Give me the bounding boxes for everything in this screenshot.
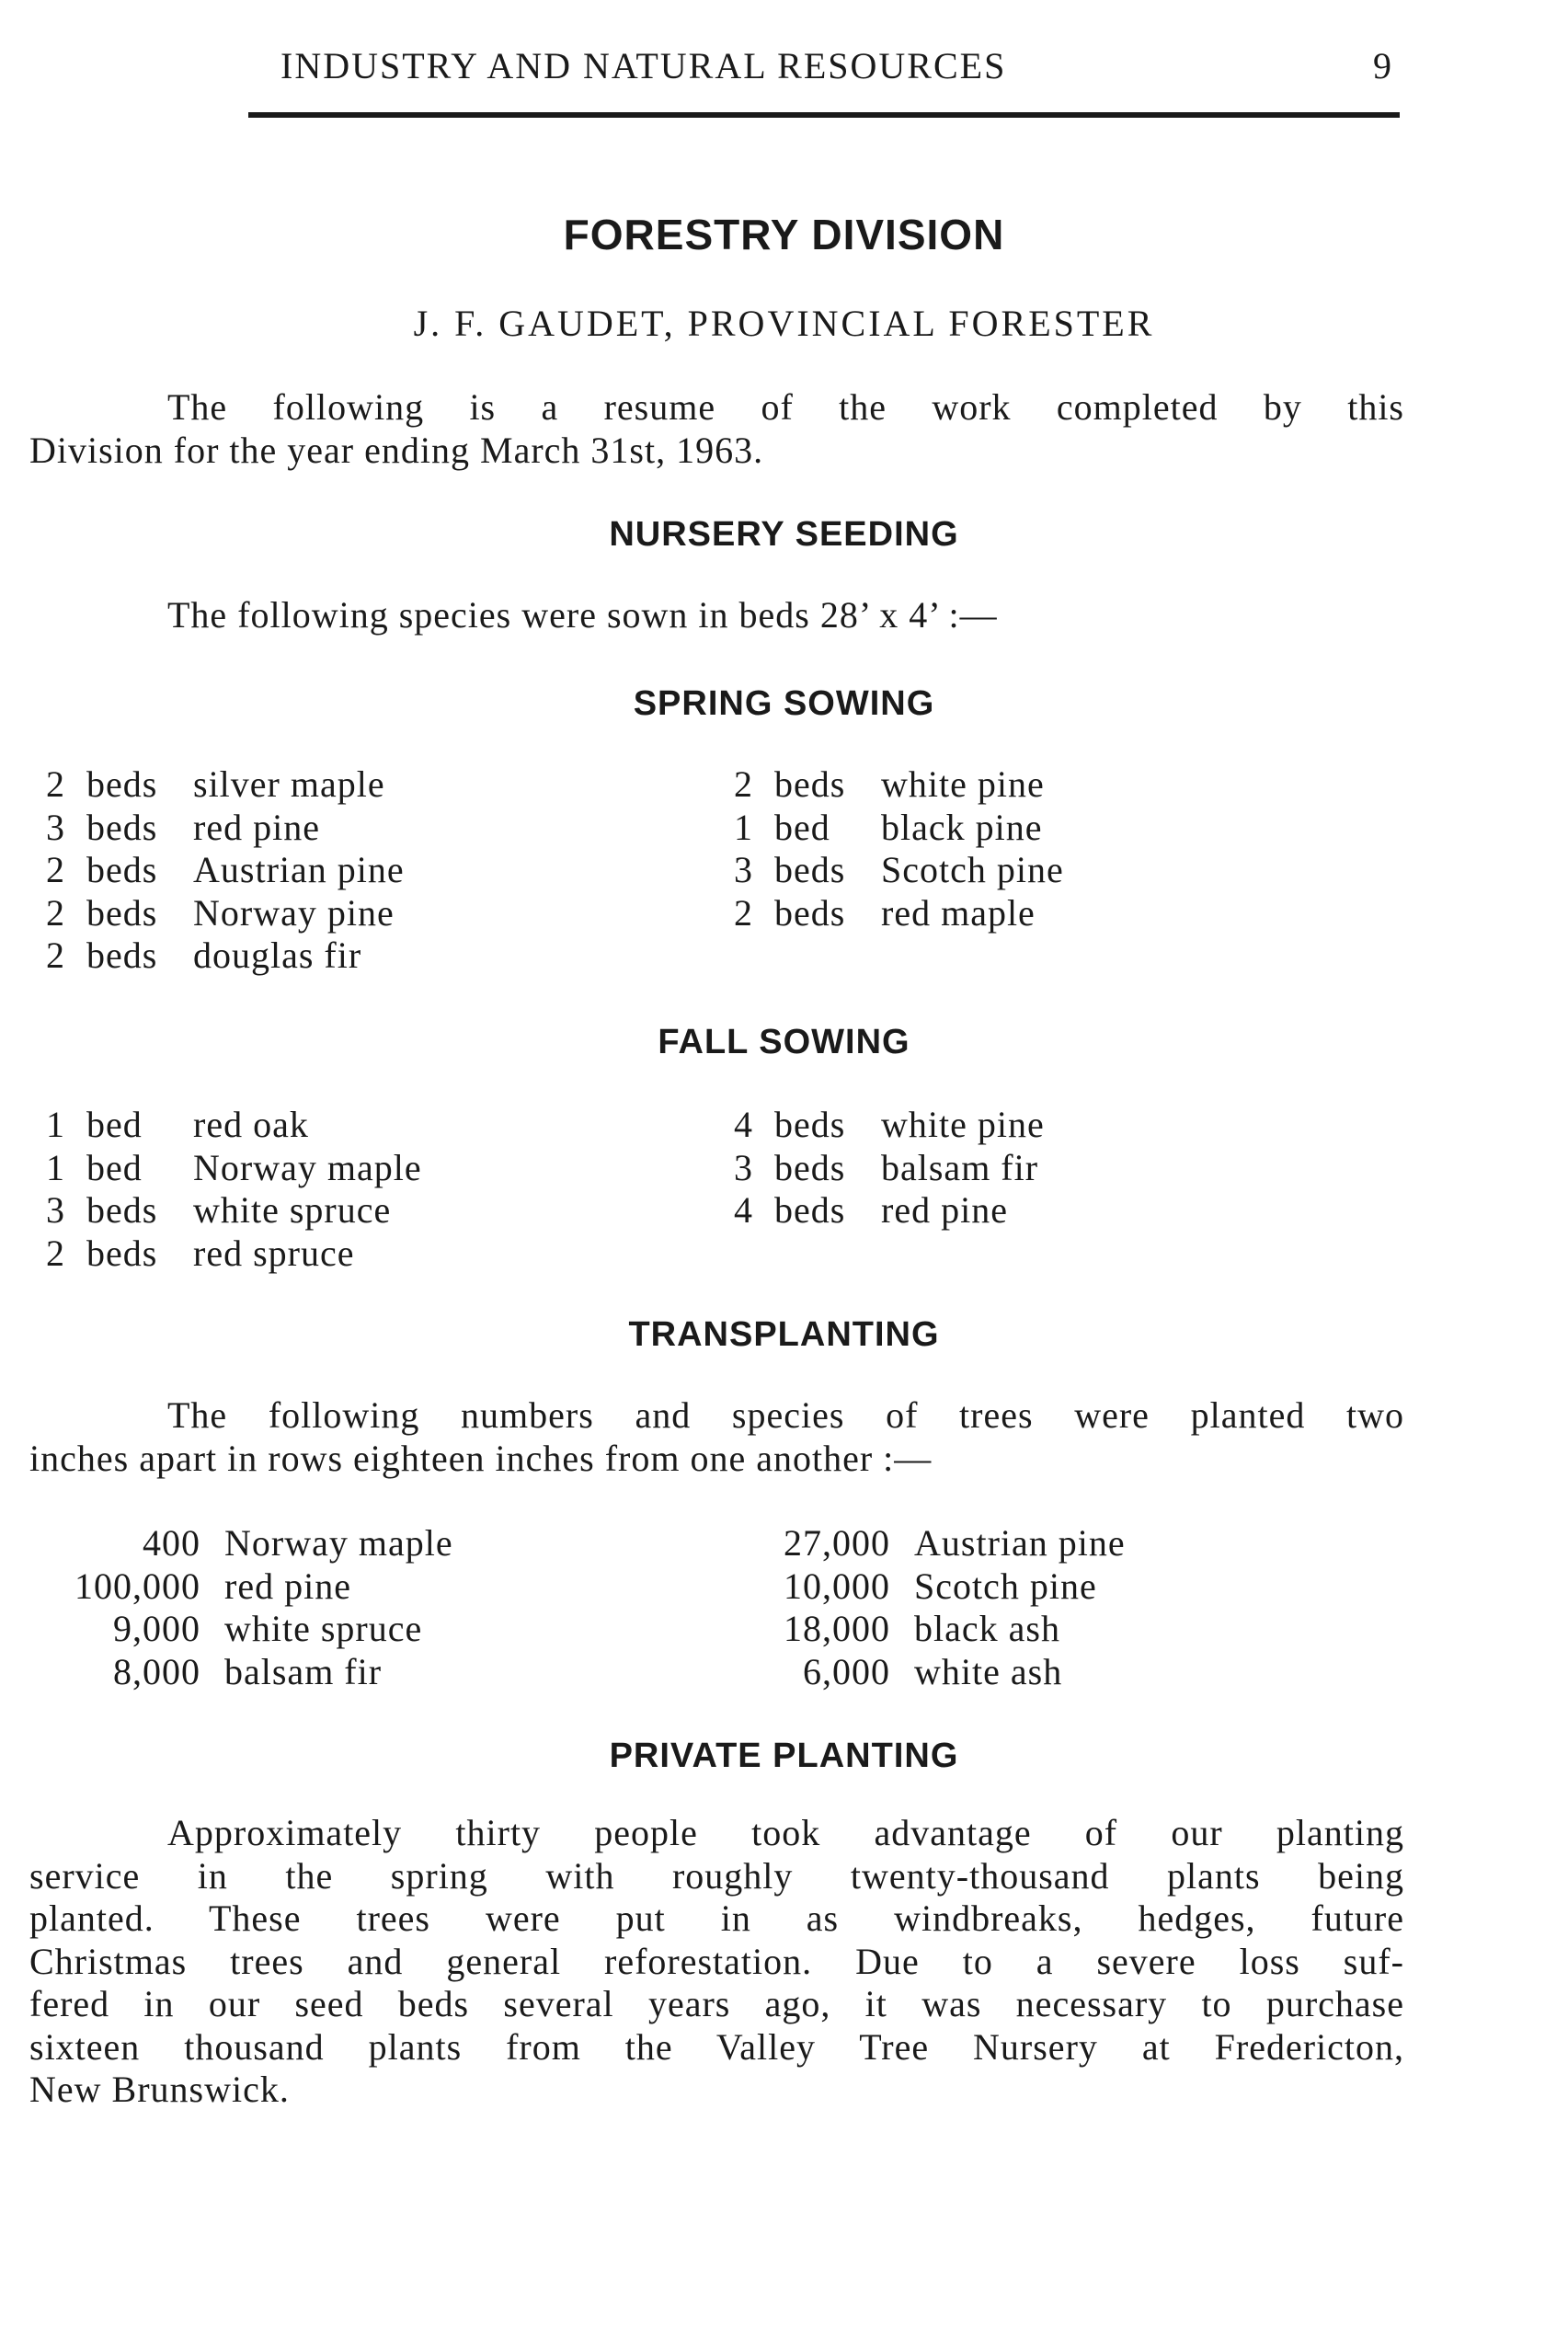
page-number: 9: [1373, 45, 1393, 86]
list-item: 1 bed black pine: [734, 806, 1043, 848]
list-item: 2 beds red spruce: [46, 1232, 355, 1274]
list-item: 3 beds balsam fir: [734, 1146, 1039, 1188]
division-intro: [29, 386, 1404, 472]
paragraph-line: Approximately thirty people took advantage of our planting: [167, 1812, 1404, 1853]
fall-sowing-left-list: [46, 1104, 422, 1275]
paragraph-line: planted. These trees were put in as windbreaks, hedges, future: [29, 1897, 1404, 1939]
division-title: FORESTRY DIVISION: [563, 211, 1005, 258]
nursery-seeding-heading: NURSERY SEEDING: [609, 515, 959, 554]
paragraph-line: Christmas trees and general reforestation. Due to a severe loss suf-: [29, 1940, 1404, 1982]
list-item: 1 bed red oak: [46, 1104, 309, 1145]
spring-sowing-heading: SPRING SOWING: [633, 684, 935, 723]
spring-sowing-right-list: [734, 763, 1064, 934]
list-item: 9,000 white spruce: [113, 1608, 423, 1649]
list-item: 6,000 white ash: [803, 1650, 1063, 1692]
list-item: 2 beds Austrian pine: [46, 849, 405, 890]
transplanting-intro-line: The following numbers and species of trees were planted two: [167, 1394, 1404, 1436]
list-item: 27,000 Austrian pine: [784, 1522, 1126, 1564]
running-header-title: INDUSTRY AND NATURAL RESOURCES: [280, 45, 1007, 86]
list-item: 2 beds douglas fir: [46, 934, 362, 976]
paragraph-line: service in the spring with roughly twenty-thousand plants being: [29, 1854, 1404, 1897]
transplanting-intro: [29, 1394, 1404, 1480]
paragraph-line: sixteen thousand plants from the Valley Tree Nursery at Fredericton,: [29, 2025, 1404, 2068]
list-item: 2 beds red maple: [734, 891, 1036, 934]
fall-sowing-heading: FALL SOWING: [658, 1023, 910, 1061]
list-item: 3 beds red pine: [46, 806, 320, 848]
transplanting-intro-line: inches apart in rows eighteen inches from one another :—: [29, 1437, 933, 1479]
transplanting-right-list: [743, 1522, 1126, 1693]
list-item: 2 beds silver maple: [46, 763, 385, 805]
private-planting-paragraph: [29, 1812, 1404, 2112]
private-planting-heading: PRIVATE PLANTING: [609, 1737, 959, 1775]
division-byline: J. F. GAUDET, PROVINCIAL FORESTER: [413, 303, 1155, 344]
spring-sowing-left-list: [46, 763, 405, 978]
list-item: 400 Norway maple: [143, 1522, 453, 1564]
list-item: 10,000 Scotch pine: [784, 1565, 1097, 1607]
list-item: 3 beds white spruce: [46, 1189, 392, 1231]
header-rule: [248, 112, 1400, 118]
list-item: 18,000 black ash: [784, 1608, 1060, 1649]
paragraph-line: New Brunswick.: [29, 2069, 290, 2110]
list-item: 3 beds Scotch pine: [734, 849, 1064, 890]
list-item: 100,000 red pine: [74, 1565, 351, 1607]
list-item: 2 beds white pine: [734, 763, 1045, 805]
list-item: 4 beds red pine: [734, 1189, 1008, 1231]
list-item: 8,000 balsam fir: [113, 1650, 383, 1692]
list-item: 4 beds white pine: [734, 1104, 1045, 1145]
division-intro-line: Division for the year ending March 31st, 1963.: [29, 429, 764, 471]
transplanting-heading: TRANSPLANTING: [628, 1315, 940, 1354]
transplanting-left-list: [37, 1522, 453, 1693]
fall-sowing-right-list: [734, 1104, 1045, 1232]
paragraph-line: fered in our seed beds several years ago, it was necessary to purchase: [29, 1983, 1404, 2024]
list-item: 1 bed Norway maple: [46, 1146, 422, 1188]
list-item: 2 beds Norway pine: [46, 891, 395, 934]
division-intro-line: The following is a resume of the work completed by this: [167, 386, 1404, 428]
nursery-intro: The following species were sown in beds 28’ x 4’ :—: [167, 594, 998, 636]
